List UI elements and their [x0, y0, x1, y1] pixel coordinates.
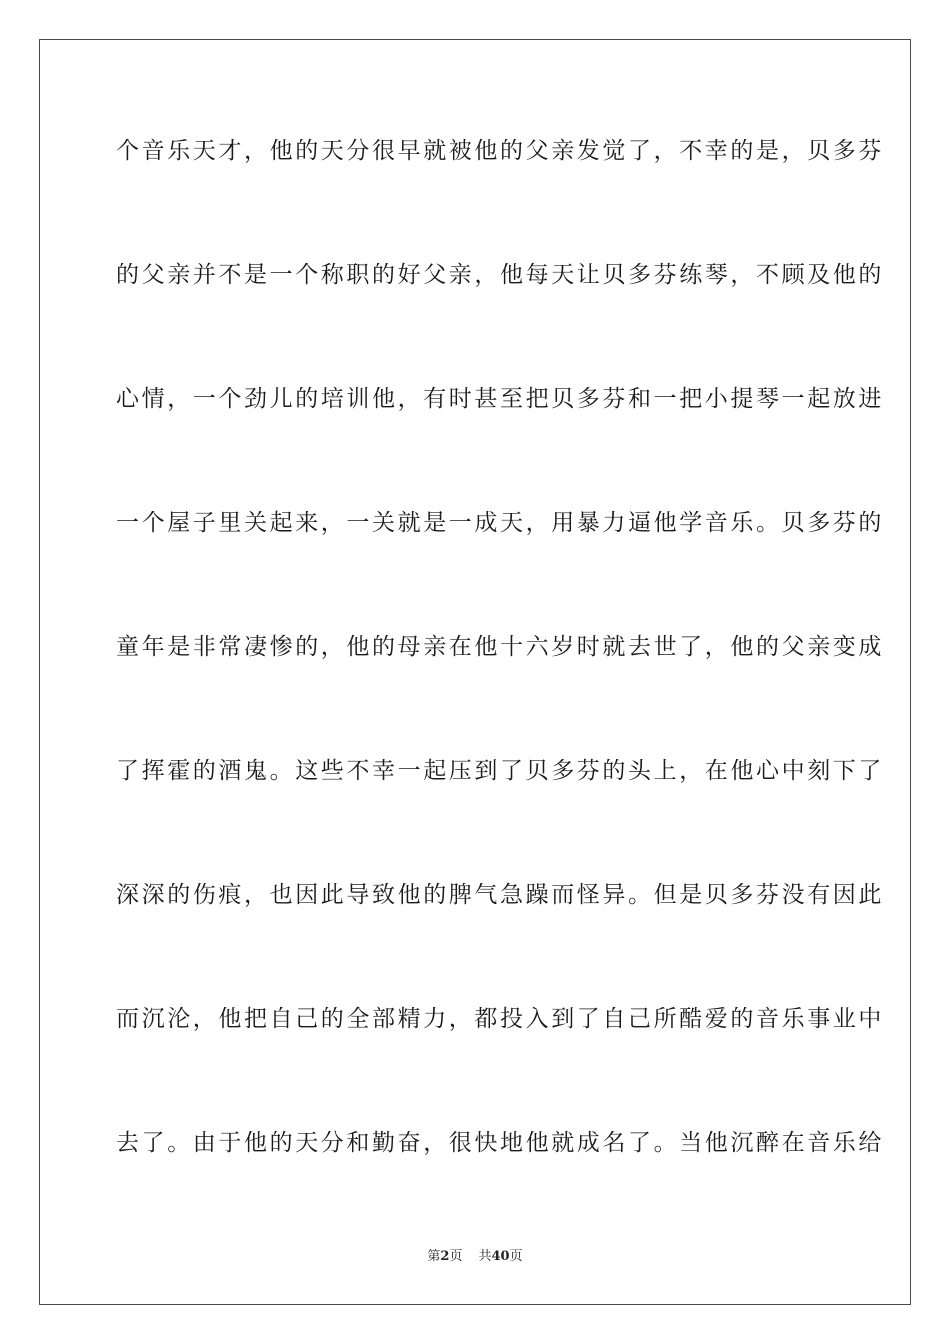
text-line-7: 深深的伤痕，也因此导致他的脾气急躁而怪异。但是贝多芬没有因此: [116, 882, 884, 908]
page-border: [39, 39, 911, 1305]
text-line-8: 而沉沦，他把自己的全部精力，都投入到了自己所酷爱的音乐事业中: [116, 1006, 884, 1032]
total-suffix: 页: [509, 1249, 523, 1264]
text-line-6: 了挥霍的酒鬼。这些不幸一起压到了贝多芬的头上，在他心中刻下了: [116, 758, 884, 784]
page-prefix: 第: [427, 1249, 441, 1264]
page-footer: [0, 1248, 950, 1266]
page-suffix: 页: [449, 1249, 463, 1264]
total-prefix: 共: [478, 1249, 492, 1264]
text-line-9: 去了。由于他的天分和勤奋，很快地他就成名了。当他沉醉在音乐给: [116, 1130, 884, 1156]
text-line-4: 一个屋子里关起来，一关就是一成天，用暴力逼他学音乐。贝多芬的: [116, 510, 884, 536]
text-line-3: 心情，一个劲儿的培训他，有时甚至把贝多芬和一把小提琴一起放进: [116, 386, 884, 412]
total-pages: 40: [491, 1249, 510, 1264]
text-line-5: 童年是非常凄惨的，他的母亲在他十六岁时就去世了，他的父亲变成: [116, 634, 884, 660]
page-number: 2: [440, 1249, 450, 1264]
text-line-2: 的父亲并不是一个称职的好父亲，他每天让贝多芬练琴，不顾及他的: [116, 262, 884, 288]
text-line-1: 个音乐天才，他的天分很早就被他的父亲发觉了，不幸的是，贝多芬: [116, 138, 884, 164]
